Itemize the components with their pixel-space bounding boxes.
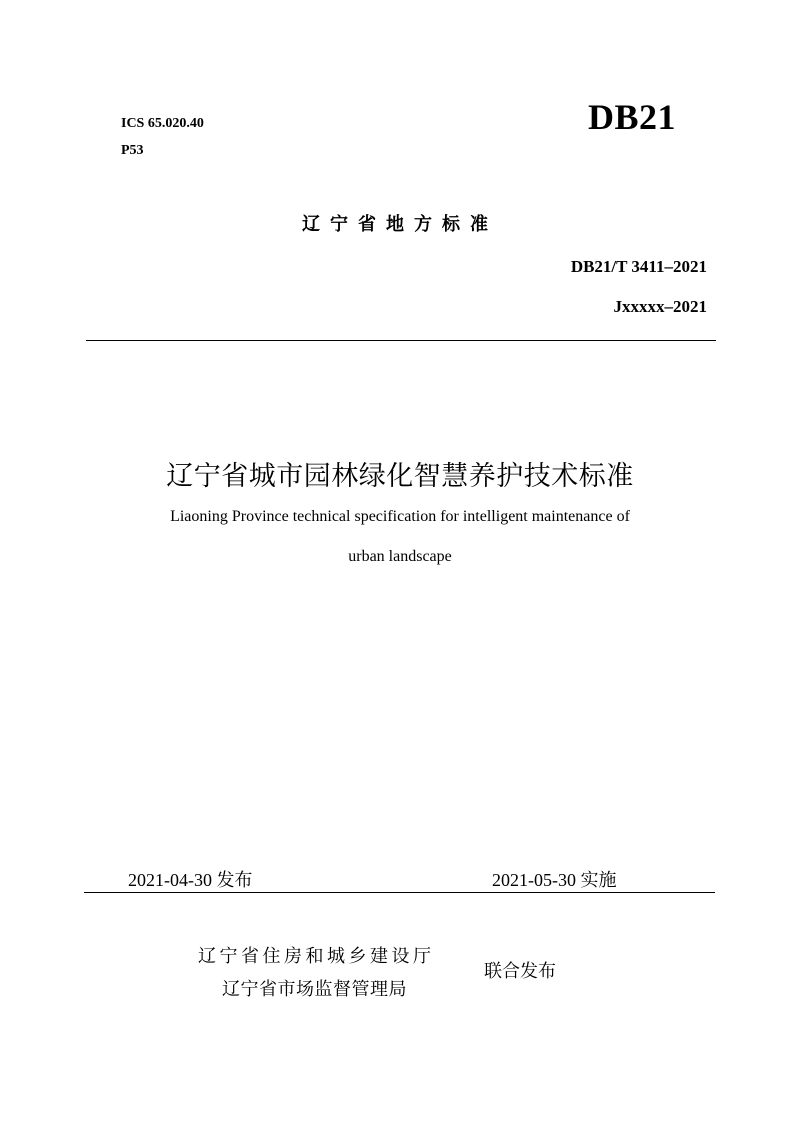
title-english-line2: urban landscape [348, 548, 452, 565]
title-chinese: 辽宁省城市园林绿化智慧养护技术标准 [166, 461, 634, 492]
joint-release-label: 联合发布 [484, 961, 556, 981]
bottom-divider [84, 892, 715, 893]
ics-code: ICS 65.020.40 [121, 116, 204, 131]
standard-type: 辽宁省地方标准 [302, 214, 498, 234]
issuer-housing-department: 辽宁省住房和城乡建设厅 [198, 946, 435, 966]
standard-number: DB21/T 3411–2021 [570, 257, 707, 276]
title-english-line1: Liaoning Province technical specification for intelligent maintenance of [170, 508, 630, 525]
issuer-market-supervision-bureau: 辽宁省市场监督管理局 [222, 979, 407, 999]
top-divider [86, 340, 716, 341]
db-code: DB21 [588, 97, 677, 137]
implementation-date: 2021-05-30 实施 [492, 870, 617, 890]
classification-code: P53 [121, 143, 144, 158]
issue-date: 2021-04-30 发布 [128, 870, 253, 890]
j-number: Jxxxxx–2021 [613, 297, 707, 316]
